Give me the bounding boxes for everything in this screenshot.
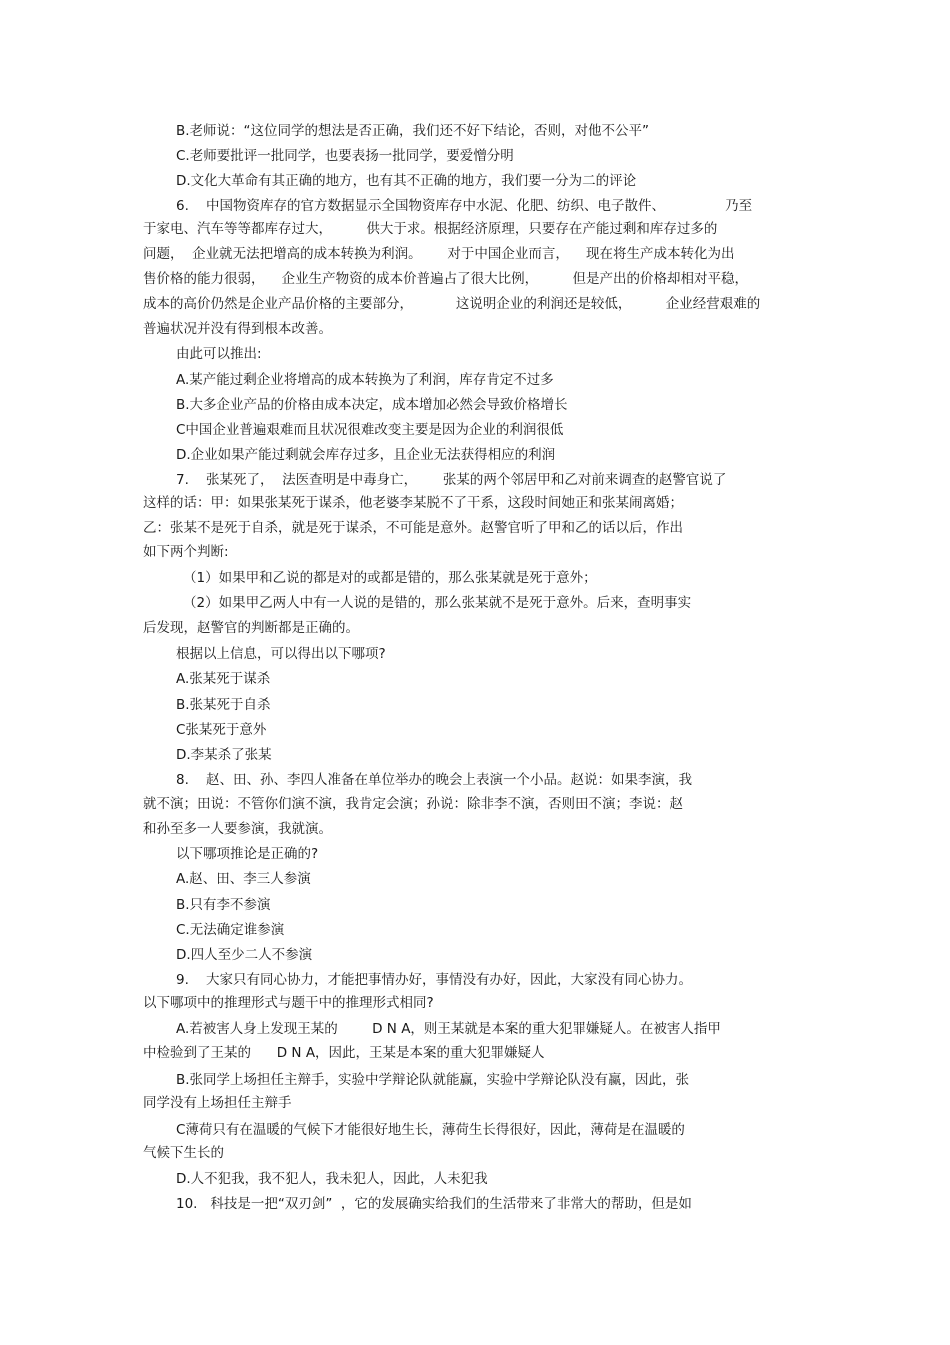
option-c-q6: C中国企业普遍艰难而且状况很难改变主要是因为企业的利润很低 <box>176 422 564 438</box>
option-d-q6: D.企业如果产能过剩就会库存过多，且企业无法获得相应的利润 <box>176 447 556 463</box>
option-d-q9: D.人不犯我，我不犯人，我未犯人，因此，人未犯我 <box>176 1171 488 1187</box>
question-8-line-3: 和孙至多一人要参演，我就演。 <box>143 821 332 837</box>
question-7-line-7: 后发现，赵警官的判断都是正确的。 <box>143 620 359 636</box>
option-a-q9-line-2: 中检验到了王某的 D N A，因此，王某是本案的重大犯罪嫌疑人 <box>143 1045 545 1061</box>
option-a-q8: A.赵、田、李三人参演 <box>176 871 311 887</box>
option-a-q6: A.某产能过剩企业将增高的成本转换为了利润，库存肯定不过多 <box>176 372 554 388</box>
option-d-q5: D.文化大革命有其正确的地方，也有其不正确的地方，我们要一分为二的评论 <box>176 173 637 189</box>
option-b-q6: B.大多企业产品的价格由成本决定，成本增加必然会导致价格增长 <box>176 397 568 413</box>
option-b-q9-line-1: B.张同学上场担任主辩手，实验中学辩论队就能赢，实验中学辩论队没有赢，因此，张 <box>176 1072 690 1088</box>
question-7-line-3: 乙：张某不是死于自杀，就是死于谋杀，不可能是意外。赵警官听了甲和乙的话以后，作出 <box>143 520 683 536</box>
question-9-line-1: 9. 大家只有同心协力，才能把事情办好，事情没有办好，因此，大家没有同心协力。 <box>176 972 693 988</box>
option-c-q8: C.无法确定谁参演 <box>176 922 285 938</box>
question-7-judgment-1: （1）如果甲和乙说的都是对的或都是错的，那么张某就是死于意外； <box>183 570 597 586</box>
option-b-q7: B.张某死于自杀 <box>176 697 271 713</box>
question-8-line-2: 就不演；田说：不管你们演不演，我肯定会演；孙说：除非李不演，否则田不演；李说：赵 <box>143 796 683 812</box>
question-6-line-3: 问题， 企业就无法把增高的成本转换为利润。 对于中国企业而言， 现在将生产成本转化为出 <box>143 246 735 262</box>
question-6-line-5: 成本的高价仍然是企业产品价格的主要部分， 这说明企业的利润还是较低， 企业经营艰难的 <box>143 296 761 312</box>
question-6-line-6: 普遍状况并没有得到根本改善。 <box>143 321 332 337</box>
question-8-line-1: 8. 赵、田、孙、李四人准备在单位举办的晚会上表演一个小品。赵说：如果李演，我 <box>176 772 693 788</box>
option-d-q7: D.李某杀了张某 <box>176 747 272 763</box>
question-9-line-2: 以下哪项中的推理形式与题干中的推理形式相同? <box>143 995 434 1011</box>
option-b-q9-line-2: 同学没有上场担任主辩手 <box>143 1095 292 1111</box>
option-b-q8: B.只有李不参演 <box>176 897 271 913</box>
option-c-q9-line-1: C薄荷只有在温暖的气候下才能很好地生长，薄荷生长得很好，因此，薄荷是在温暖的 <box>176 1122 685 1138</box>
question-6-prompt: 由此可以推出: <box>176 346 262 362</box>
question-10-line-1: 10. 科技是一把“双刃剑” ，它的发展确实给我们的生活带来了非常大的帮助，但是如 <box>176 1196 692 1212</box>
option-a-q7: A.张某死于谋杀 <box>176 671 271 687</box>
option-c-q9-line-2: 气候下生长的 <box>143 1145 224 1161</box>
option-d-q8: D.四人至少二人不参演 <box>176 947 313 963</box>
question-8-prompt: 以下哪项推论是正确的? <box>176 846 319 862</box>
question-7-prompt: 根据以上信息，可以得出以下哪项? <box>176 646 386 662</box>
option-a-q9-line-1: A.若被害人身上发现王某的 D N A，则王某就是本案的重大犯罪嫌疑人。在被害人指甲 <box>176 1021 721 1037</box>
question-7-line-1: 7. 张某死了， 法医查明是中毒身亡， 张某的两个邻居甲和乙对前来调查的赵警官说了 <box>176 472 727 488</box>
question-7-judgment-2: （2）如果甲乙两人中有一人说的是错的，那么张某就不是死于意外。后来，查明事实 <box>183 595 692 611</box>
question-6-line-4: 售价格的能力很弱， 企业生产物资的成本价普遍占了很大比例， 但是产出的价格却相对平稳， <box>143 271 748 287</box>
question-6-line-2: 于家电、汽车等等都库存过大， 供大于求。根据经济原理，只要存在产能过剩和库存过多的 <box>143 221 718 237</box>
question-7-line-4: 如下两个判断: <box>143 544 229 560</box>
option-c-q5: C.老师要批评一批同学，也要表扬一批同学，要爱憎分明 <box>176 148 514 164</box>
option-b-q5: B.老师说：“这位同学的想法是否正确，我们还不好下结论，否则，对他不公平” <box>176 123 650 139</box>
option-c-q7: C张某死于意外 <box>176 722 267 738</box>
question-7-line-2: 这样的话：甲：如果张某死于谋杀，他老婆李某脱不了干系，这段时间她正和张某闹离婚； <box>143 495 683 511</box>
question-6-line-1: 6. 中国物资库存的官方数据显示全国物资库存中水泥、化肥、纺织、电子散件、 乃至 <box>176 198 753 214</box>
